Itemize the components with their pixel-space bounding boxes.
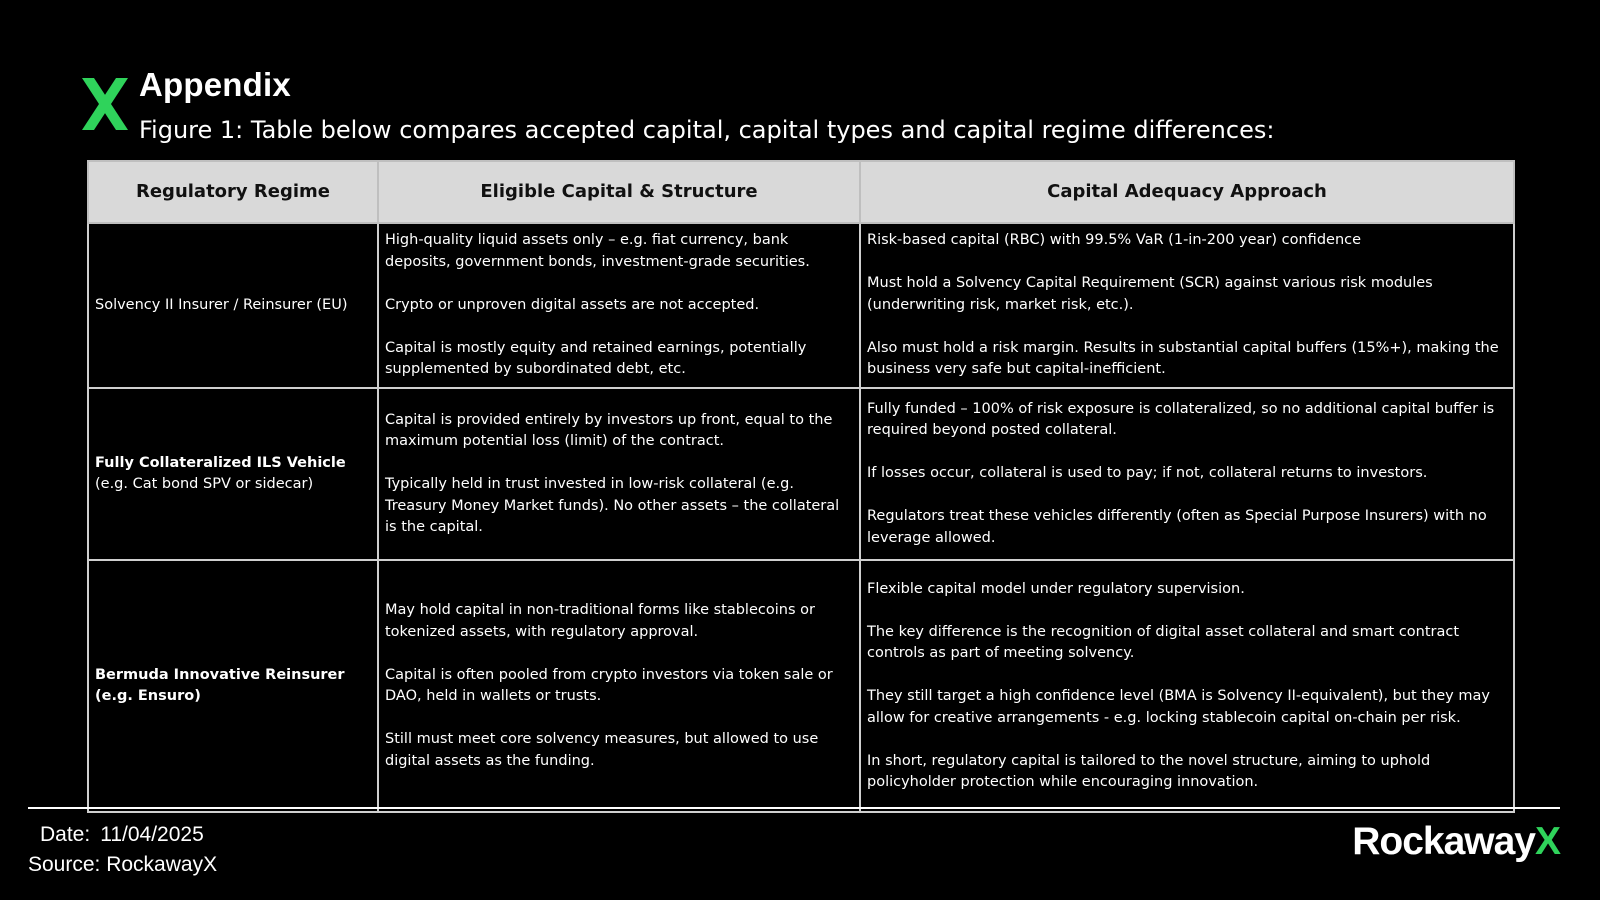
eligible-paragraph: High-quality liquid assets only – e.g. fiat currency, bank deposits, government bonds, investment-grade securities. <box>385 232 810 270</box>
rockawayx-x-logo-icon <box>82 78 128 130</box>
date-label: Date: <box>40 823 91 846</box>
column-header-eligible: Eligible Capital & Structure <box>378 161 860 223</box>
regime-name: (e.g. Cat bond SPV or sidecar) <box>95 476 314 492</box>
table-row-bermuda-reinsurer <box>88 560 1514 812</box>
eligible-capital-cell <box>378 388 860 560</box>
adequacy-paragraph: Regulators treat these vehicles differently (often as Special Purpose Insurers) with no leverage allowed. <box>867 508 1487 546</box>
rockawayx-wordmark <box>1352 820 1560 864</box>
footer-divider <box>28 807 1560 809</box>
eligible-paragraph: May hold capital in non-traditional forms like stablecoins or tokenized assets, with regulatory approval. <box>385 602 815 640</box>
brand-accent: X <box>1534 820 1560 863</box>
brand-name: Rockaway <box>1352 820 1535 863</box>
capital-adequacy-cell <box>860 560 1514 812</box>
adequacy-paragraph: They still target a high confidence level (BMA is Solvency II-equivalent), but they may allow for creative arrangements - e.g. locking stablecoin capital on-chain per risk. <box>867 688 1490 726</box>
regime-cell <box>88 223 378 388</box>
eligible-paragraph: Still must meet core solvency measures, but allowed to use digital assets as the funding. <box>385 731 819 769</box>
eligible-capital-cell <box>378 223 860 388</box>
regime-name-bold: Fully Collateralized ILS Vehicle <box>95 454 346 471</box>
regime-cell <box>88 388 378 560</box>
eligible-paragraph: Capital is mostly equity and retained earnings, potentially supplemented by subordinated debt, etc. <box>385 339 807 378</box>
adequacy-paragraph: Flexible capital model under regulatory supervision. <box>867 580 1245 597</box>
adequacy-paragraph: Risk-based capital (RBC) with 99.5% VaR (1-in-200 year) confidence <box>867 232 1362 249</box>
adequacy-paragraph: If losses occur, collateral is used to pay; if not, collateral returns to investors. <box>867 465 1428 482</box>
table-row-ils-vehicle <box>88 388 1514 560</box>
table-row-solvency-ii <box>88 223 1514 388</box>
adequacy-paragraph: In short, regulatory capital is tailored to the novel structure, aiming to uphold policyholder protection while encouraging innovation. <box>867 752 1431 790</box>
eligible-paragraph: Capital is often pooled from crypto investors via token sale or DAO, held in wallets or trusts. <box>385 666 833 704</box>
regime-name-bold: Bermuda Innovative Reinsurer (e.g. Ensuro) <box>95 666 345 704</box>
footer-source: Source: RockawayX <box>28 853 218 876</box>
date-value: 11/04/2025 <box>100 823 204 846</box>
eligible-paragraph: Typically held in trust invested in low-risk collateral (e.g. Treasury Money Market funds). No other assets – the collateral is the capital. <box>385 476 840 535</box>
capital-adequacy-cell <box>860 223 1514 388</box>
adequacy-paragraph: Fully funded – 100% of risk exposure is collateralized, so no additional capital buffer is required beyond posted collateral. <box>867 400 1495 439</box>
comparison-table <box>87 160 1515 813</box>
eligible-paragraph: Crypto or unproven digital assets are not accepted. <box>385 296 760 313</box>
adequacy-paragraph: Also must hold a risk margin. Results in substantial capital buffers (15%+), making the business very safe but capital-inefficient. <box>867 339 1499 378</box>
eligible-capital-cell <box>378 560 860 812</box>
column-header-adequacy: Capital Adequacy Approach <box>860 161 1514 223</box>
eligible-paragraph: Capital is provided entirely by investors up front, equal to the maximum potential loss (limit) of the contract. <box>385 411 833 449</box>
page-title: Appendix <box>139 66 291 103</box>
adequacy-paragraph: The key difference is the recognition of digital asset collateral and smart contract controls as part of meeting solvency. <box>867 623 1460 661</box>
capital-adequacy-cell <box>860 388 1514 560</box>
regime-name: Solvency II Insurer / Reinsurer (EU) <box>95 296 348 313</box>
regime-cell <box>88 560 378 812</box>
table-header-row <box>88 161 1514 223</box>
column-header-regime: Regulatory Regime <box>88 161 378 223</box>
adequacy-paragraph: Must hold a Solvency Capital Requirement (SCR) against various risk modules (underwriting risk, market risk, etc.). <box>867 275 1433 313</box>
footer-date <box>40 823 204 847</box>
figure-caption: Figure 1: Table below compares accepted capital, capital types and capital regime differences: <box>139 116 1275 144</box>
